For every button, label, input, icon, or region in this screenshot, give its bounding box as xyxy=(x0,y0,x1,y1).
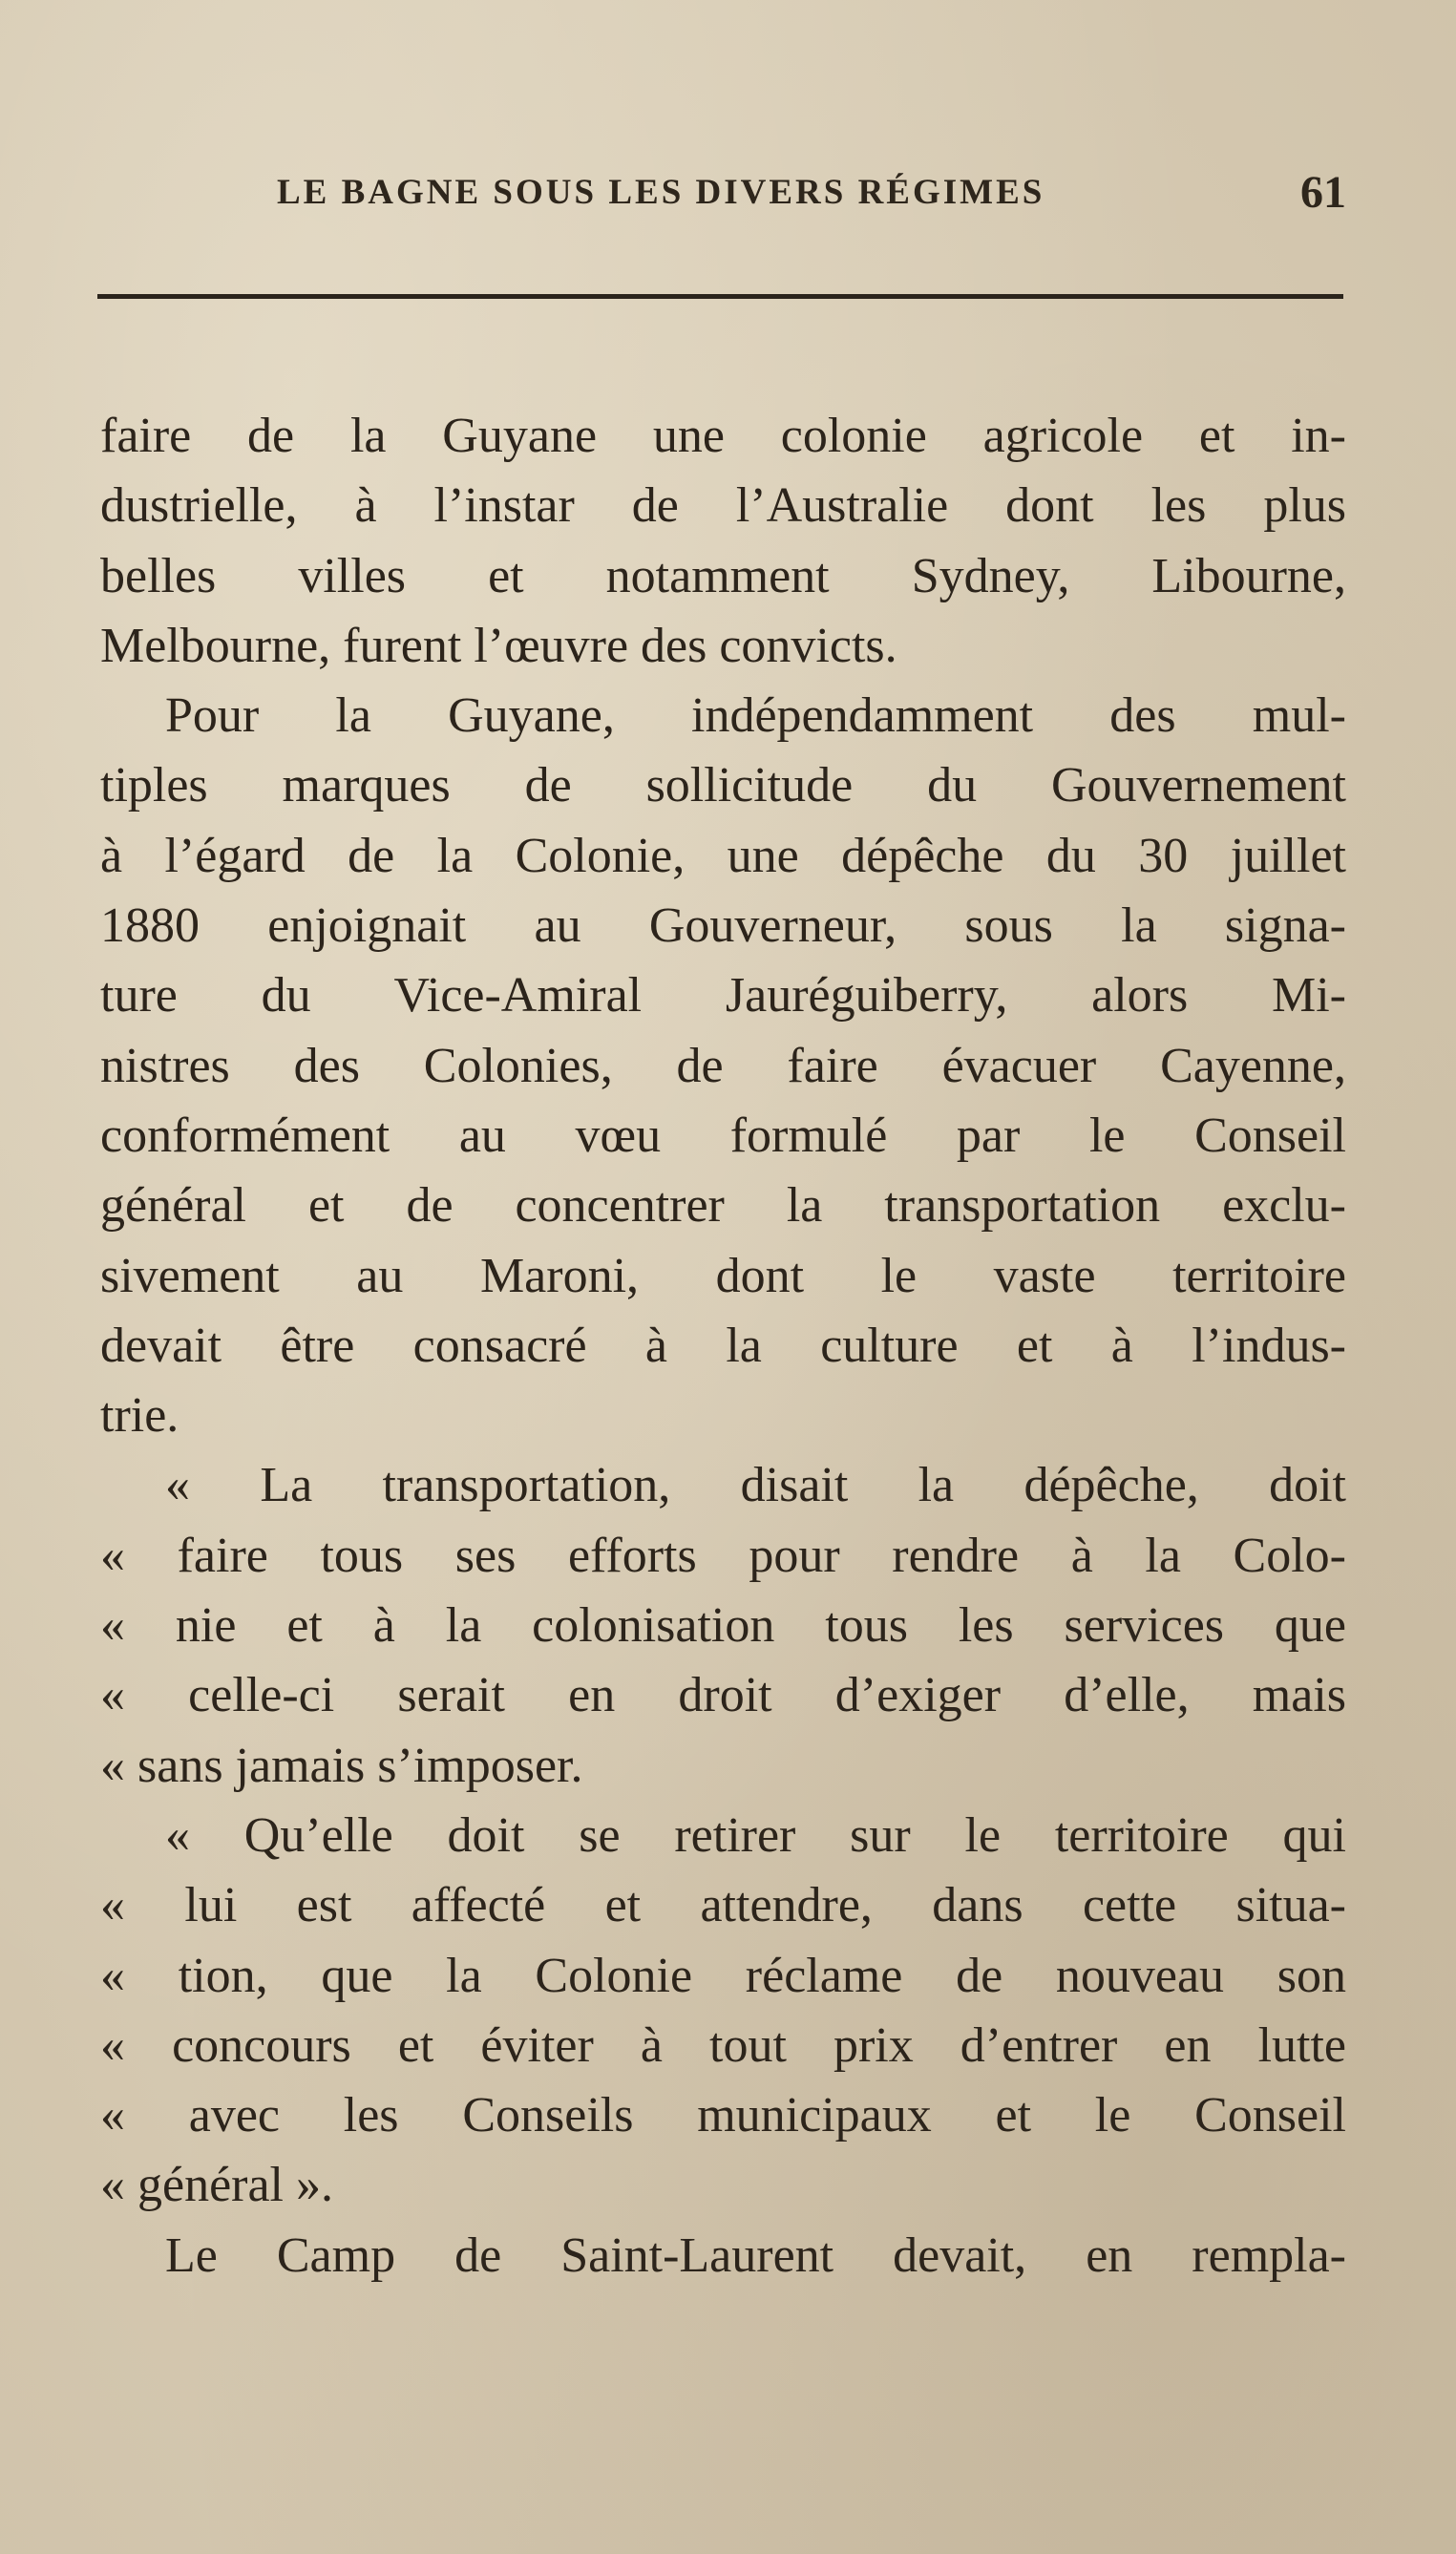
text-line: conformément au vœu formulé par le Conseil xyxy=(100,1108,1346,1163)
text-line: dustrielle, à l’instar de l’Australie dont les plus xyxy=(100,478,1346,534)
text-line: à l’égard de la Colonie, une dépêche du 30 juillet xyxy=(100,828,1346,883)
header-rule xyxy=(97,294,1343,299)
quote-line: « faire tous ses efforts pour rendre à la Colo- xyxy=(100,1528,1346,1583)
quote-line: « celle-ci serait en droit d’exiger d’elle, mais xyxy=(100,1668,1346,1723)
body-text xyxy=(100,401,1346,2290)
quote-line: « tion, que la Colonie réclame de nouveau son xyxy=(100,1948,1346,2003)
text-line: Le Camp de Saint-Laurent devait, en rempla- xyxy=(165,2227,1346,2283)
quote-line: « sans jamais s’imposer. xyxy=(100,1738,583,1793)
text-line: ture du Vice-Amiral Jauréguiberry, alors Mi- xyxy=(100,968,1346,1024)
page-number: 61 xyxy=(1300,167,1346,218)
quote-line: « La transportation, disait la dépêche, doit xyxy=(165,1458,1346,1513)
quote-line: « concours et éviter à tout prix d’entrer en lutte xyxy=(100,2017,1346,2073)
text-line: 1880 enjoignait au Gouverneur, sous la signa- xyxy=(100,898,1346,954)
quote-line: « nie et à la colonisation tous les services que xyxy=(100,1598,1346,1654)
text-line: devait être consacré à la culture et à l’indus- xyxy=(100,1318,1346,1373)
text-line: trie. xyxy=(100,1388,179,1444)
text-line: nistres des Colonies, de faire évacuer Cayenne, xyxy=(100,1038,1346,1093)
running-head xyxy=(100,167,1346,229)
quote-line: « Qu’elle doit se retirer sur le territoire qui xyxy=(165,1807,1346,1863)
text-line: Pour la Guyane, indépendamment des mul- xyxy=(165,688,1346,744)
text-line: sivement au Maroni, dont le vaste territoire xyxy=(100,1248,1346,1303)
quote-line: « avec les Conseils municipaux et le Conseil xyxy=(100,2088,1346,2143)
text-line: belles villes et notamment Sydney, Libourne, xyxy=(100,548,1346,603)
quote-line: « lui est affecté et attendre, dans cette situa- xyxy=(100,1878,1346,1933)
text-line: Melbourne, furent l’œuvre des convicts. xyxy=(100,618,897,673)
text-line: faire de la Guyane une colonie agricole et in- xyxy=(100,409,1346,463)
text-line: général et de concentrer la transportation exclu- xyxy=(100,1178,1346,1234)
running-title: LE BAGNE SOUS LES DIVERS RÉGIMES xyxy=(277,173,1045,212)
text-line: tiples marques de sollicitude du Gouvernement xyxy=(100,758,1346,813)
quote-line: « général ». xyxy=(100,2158,334,2213)
